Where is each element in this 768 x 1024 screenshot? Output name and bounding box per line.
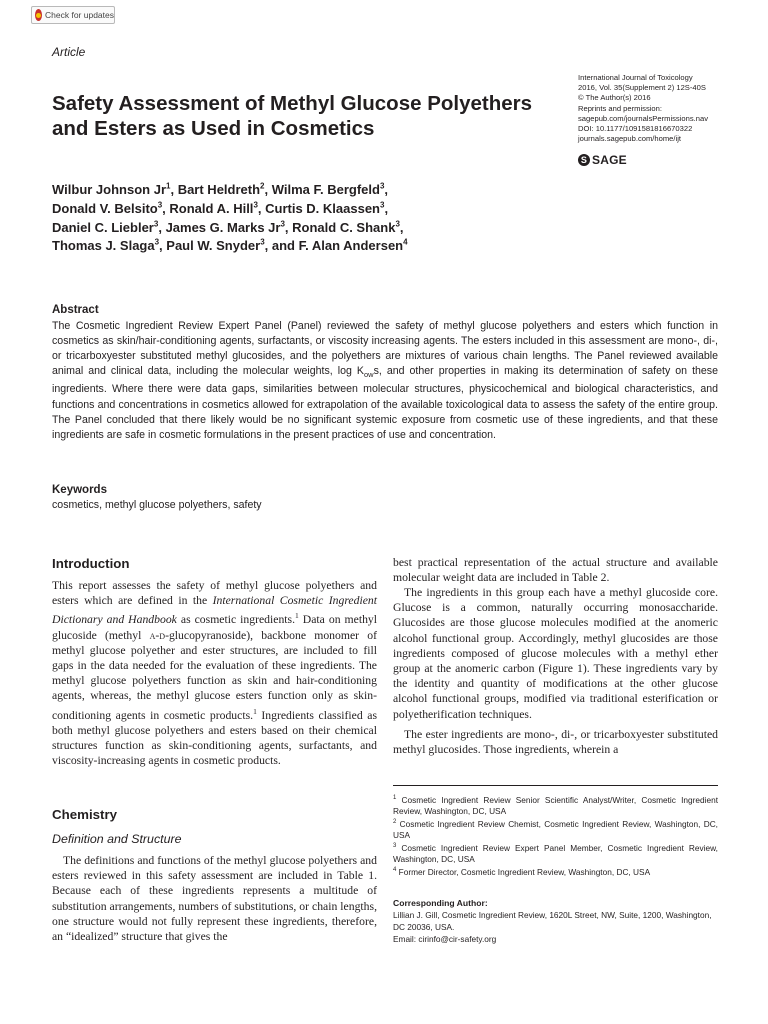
journal-home-link[interactable]: journals.sagepub.com/home/ijt bbox=[578, 134, 681, 144]
chemistry-paragraph: The ingredients in this group each have a methyl glucoside core. Glucose is a common, naturally occurring monosaccharide. Glucosides are those glucose molecules modified at the anomeric alcohol functional group. Accordingly, methyl glucosides are those ingredients composed of glucose molecules with a methyl ether group at the anomeric carbon (Figure 1). These ingredients vary by the identity and quantity of modifications at the other glucose alcohol functional groups, modified via traditional esterification or polyetherification techniques. bbox=[393, 586, 718, 721]
crossmark-icon bbox=[35, 9, 42, 21]
abstract-heading: Abstract bbox=[52, 304, 99, 316]
journal-info-line: © The Author(s) 2016 bbox=[578, 93, 651, 103]
author: Wilbur Johnson Jr$^1$, bbox=[52, 181, 178, 197]
journal-info bbox=[578, 73, 753, 144]
author: Wilma F. Bergfeld$^3$, bbox=[271, 181, 389, 197]
journal-info-line: Reprints and permission: bbox=[578, 103, 662, 113]
paper-title: Safety Assessment of Methyl Glucose Polyethers and Esters as Used in Cosmetics bbox=[52, 92, 533, 140]
affiliation-item: $^3$ Cosmetic Ingredient Review Expert Panel Member, Cosmetic Ingredient Review, Washington, DC, USA bbox=[393, 842, 718, 864]
introduction-heading: Introduction bbox=[52, 556, 130, 571]
journal-info-link[interactable]: sagepub.com/journalsPermissions.nav bbox=[578, 113, 709, 123]
article-type-label: Article bbox=[52, 45, 86, 59]
affiliation-item: $^4$ Former Director, Cosmetic Ingredient Review, Washington, DC, USA bbox=[393, 866, 651, 877]
check-for-updates-label: Check for updates bbox=[45, 10, 114, 20]
author: Ronald C. Shank$^3$, bbox=[292, 219, 404, 235]
journal-info-line: International Journal of Toxicology bbox=[578, 73, 693, 82]
affiliation-item: $^1$ Cosmetic Ingredient Review Senior Scientific Analyst/Writer, Cosmetic Ingredient Review, Washington, DC, USA bbox=[393, 794, 718, 816]
corresponding-author-heading: Corresponding Author: bbox=[393, 898, 488, 908]
chemistry-paragraph: The definitions and functions of the methyl glucose polyethers and esters reviewed in this safety assessment are included in Table 1. Because each of these ingredients represents a multitude of substitution arrangements, numbers of substitutions, or chain lengths, one structure would not fully represent these ingredients, therefore, an “idealized” structure that gives the bbox=[52, 854, 377, 944]
chemistry-paragraph: The ester ingredients are mono-, di-, or tricarboxyester substituted methyl glucosides. Those ingredients, wherein a bbox=[393, 728, 718, 757]
abstract-text: The Cosmetic Ingredient Review Expert Panel (Panel) reviewed the safety of methyl glucose polyethers and esters which function in cosmetics as skin/hair-conditioning agents, surfactants, or viscosity increasing agents. The esters included in this assessment are mono-, di-, or tricarboxyester substituted methyl glucosides, and the polyethers are mixtures of various chain lengths. The Panel reviewed available animal and clinical data, including the molecular weights, $\log K_{ow}s$, and other properties in making its determination of safety on these ingredients. Where there were data gaps, similarities between molecular structures, physicochemical and biological characteristics, and functions and concentrations in cosmetics allowed for extrapolation of the available toxicological data to assess the safety of the entire group. The Panel concluded that there likely would be no significant systemic exposure from cosmetic use of these ingredients, and that these ingredients are safe in cosmetic formulations in the present practices of use and concentration. bbox=[52, 320, 718, 441]
sage-logo-icon: S bbox=[578, 154, 590, 166]
check-for-updates-button[interactable] bbox=[31, 6, 115, 24]
author: Donald V. Belsito$^3$, bbox=[52, 200, 170, 216]
author: Daniel C. Liebler$^3$, bbox=[52, 219, 166, 235]
footnote-divider bbox=[393, 785, 718, 786]
journal-info-line: 2016, Vol. 35(Supplement 2) 12S-40S bbox=[578, 83, 706, 93]
keywords-text: cosmetics, methyl glucose polyethers, safety bbox=[52, 499, 262, 511]
corresponding-author-address: Lillian J. Gill, Cosmetic Ingredient Review, 1620L Street, NW, Suite, 1200, Washington, DC 20036, USA. bbox=[393, 910, 712, 932]
chemistry-paragraph-continued: best practical representation of the actual structure and available molecular weight data are included in Table 2. bbox=[393, 556, 718, 585]
affiliation-item: $^2$ Cosmetic Ingredient Review Chemist, Cosmetic Ingredient Review, Washington, DC, USA bbox=[393, 818, 718, 840]
corresponding-author-details bbox=[393, 910, 718, 945]
author: Bart Heldreth$^2$, bbox=[177, 181, 272, 197]
author: Curtis D. Klaassen$^3$, bbox=[265, 200, 389, 216]
affiliations bbox=[393, 793, 718, 878]
author: Thomas J. Slaga$^3$, bbox=[52, 238, 167, 254]
author: James G. Marks Jr$^3$, bbox=[165, 219, 293, 235]
doi-link[interactable]: DOI: 10.1177/1091581816670322 bbox=[578, 124, 693, 134]
author: Paul W. Snyder$^3$, and bbox=[166, 238, 299, 254]
publisher-name: SAGE bbox=[592, 153, 627, 167]
author: Ronald A. Hill$^3$, bbox=[169, 200, 266, 216]
chemistry-heading: Chemistry bbox=[52, 807, 118, 822]
definition-structure-heading: Definition and Structure bbox=[52, 832, 182, 846]
author: F. Alan Andersen$^4$ bbox=[298, 238, 408, 254]
author-list bbox=[52, 181, 522, 256]
introduction-paragraph: This report assesses the safety of methyl glucose polyethers and esters which are defined in the International Cosmetic Ingredient Dictionary and Handbook as cosmetic ingredients.$^1$ Data on methyl glucoside (methyl α-d-glucopyranoside), backbone monomer of methyl glucose polyether and ester structures, are included to fill gaps in the data needed for the evaluation of these ingredients. The methyl glucose polyethers function as skin and hair-conditioning agents, whereas, the methyl glucose esters function only as skin-conditioning agents in cosmetic products.$^1$ Ingredients classified as both methyl glucose polyethers and esters based on their chemical structures function as skin-conditioning agents, surfactants, and viscosity-increasing agents in cosmetic products. bbox=[52, 579, 378, 768]
publisher-logo bbox=[578, 153, 627, 167]
corresponding-author-email[interactable]: Email: cirinfo@cir-safety.org bbox=[393, 933, 497, 944]
keywords-heading: Keywords bbox=[52, 484, 107, 496]
